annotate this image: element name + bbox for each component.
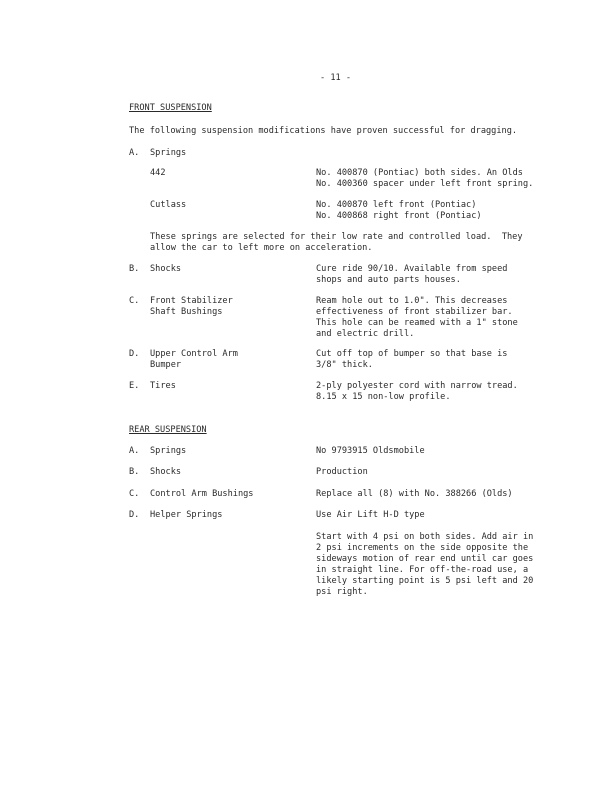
rear-d-label: Helper Springs: [150, 510, 223, 520]
front-e-label: Tires: [150, 381, 176, 391]
front-d-letter: D.: [129, 349, 140, 359]
front-a-letter: A.: [129, 148, 140, 158]
rear-a-value: No 9793915 Oldsmobile: [316, 446, 425, 456]
rear-a-label: Springs: [150, 446, 187, 456]
page-number: - 11 -: [320, 73, 352, 83]
front-a-label: Springs: [150, 148, 187, 158]
helper-springs-note: Start with 4 psi on both sides. Add air in 2 psi increments on the side opposite the sideways motion of rear end until car goes in straight line. For off-the-road use, a likely starting point is 5 psi left and 20 psi right.: [316, 532, 534, 597]
rear-c-label: Control Arm Bushings: [150, 489, 254, 499]
rear-b-value: Production: [316, 467, 368, 477]
front-suspension-heading: FRONT SUSPENSION: [129, 103, 212, 113]
front-d-label: Upper Control Arm Bumper: [150, 349, 238, 370]
rear-b-letter: B.: [129, 467, 140, 477]
front-c-label: Front Stabilizer Shaft Bushings: [150, 296, 233, 317]
front-e-value: 2-ply polyester cord with narrow tread. 8.15 x 15 non-low profile.: [316, 381, 518, 402]
front-e-letter: E.: [129, 381, 140, 391]
intro-text: The following suspension modifications have proven successful for dragging.: [129, 126, 518, 136]
front-b-value: Cure ride 90/10. Available from speed shops and auto parts houses.: [316, 264, 508, 285]
front-c-letter: C.: [129, 296, 140, 306]
front-b-letter: B.: [129, 264, 140, 274]
car-442-label: 442: [150, 168, 166, 178]
springs-note: These springs are selected for their low rate and controlled load. They allow the car to left more on acceleration.: [150, 232, 523, 253]
front-d-value: Cut off top of bumper so that base is 3/8" thick.: [316, 349, 508, 370]
rear-d-value: Use Air Lift H-D type: [316, 510, 425, 520]
rear-a-letter: A.: [129, 446, 140, 456]
rear-d-letter: D.: [129, 510, 140, 520]
front-c-value: Ream hole out to 1.0". This decreases effectiveness of front stabilizer bar. This hole can be reamed with a 1" stone and electric drill.: [316, 296, 518, 339]
rear-suspension-heading: REAR SUSPENSION: [129, 425, 207, 435]
car-cutlass-spec: No. 400870 left front (Pontiac) No. 400868 right front (Pontiac): [316, 200, 482, 221]
front-b-label: Shocks: [150, 264, 182, 274]
car-cutlass-label: Cutlass: [150, 200, 187, 210]
rear-c-letter: C.: [129, 489, 140, 499]
rear-c-value: Replace all (8) with No. 388266 (Olds): [316, 489, 513, 499]
car-442-spec: No. 400870 (Pontiac) both sides. An Olds No. 400360 spacer under left front spring.: [316, 168, 534, 189]
rear-b-label: Shocks: [150, 467, 182, 477]
